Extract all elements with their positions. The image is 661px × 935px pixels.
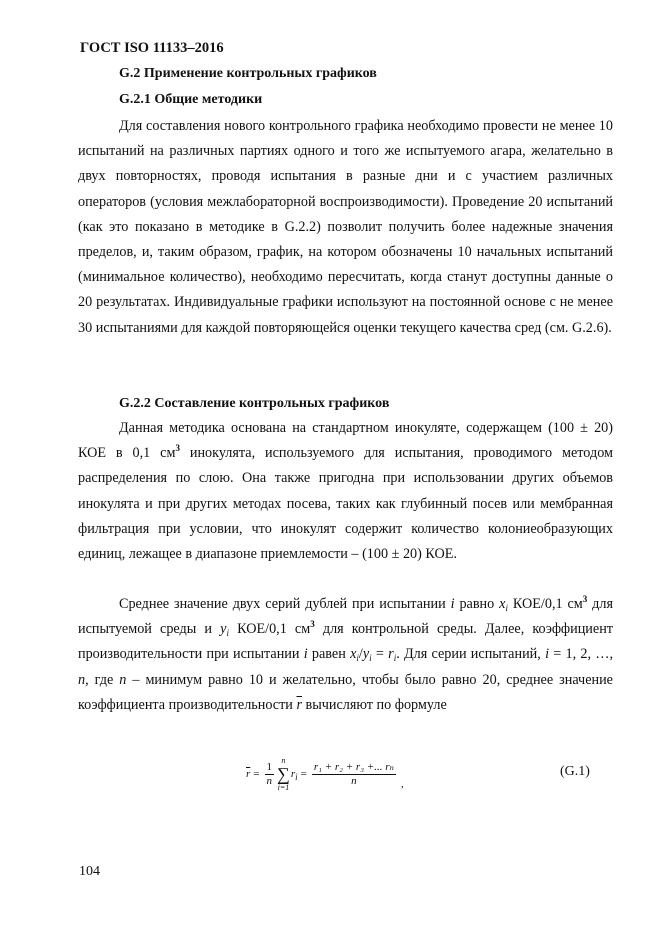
formula-equals: = bbox=[253, 768, 260, 780]
standard-header: ГОСТ ISO 11133–2016 bbox=[80, 40, 224, 56]
formula-sum: n ∑ i=1 bbox=[277, 756, 290, 792]
formula-lhs: $\overline{r}$ bbox=[246, 768, 251, 780]
page-number: 104 bbox=[79, 864, 100, 879]
formula-fraction-one-over-n: $\frac{1}{n}$ bbox=[266, 760, 272, 787]
formula-comma: , bbox=[400, 778, 404, 790]
paragraph-productivity: Среднее значение двух серий дублей при испытании i равно $x_i$ КОЕ/0,1 $см^3$ для испытуемой среды и $y_i$ КОЕ/0,1 $см^3$ для контрольной среды. Далее, коэффициент производительности при испытании i равен $x_i/y_i = r_i$. Для серии испытаний, i = 1, 2, …, n, где n – минимум равно 10 и желательно, чтобы было равно 20, среднее значение коэффициента производительности $\overline{r}$ вычисляют по формуле bbox=[78, 594, 613, 713]
paragraph-inoculum: Данная методика основана на стандартном инокуляте, содержащем (100 ± 20) КОЕ в 0,1 $см^3$ инокулята, используемого для испытания, проводимого методом распределения по слою. Она также пригодна при использовании других объемов инокулята и при других методах посева, таких как глубинный посев или мембранная фильтрация при условии, что инокулят содержит количество колониеобразующих единиц, лежащее в диапазоне приемлемости – (100 ± 20) КОЕ. bbox=[78, 420, 613, 563]
subsection-title-construction: G.2.2 Составление контрольных графиков bbox=[119, 396, 390, 411]
equation-number: (G.1) bbox=[560, 764, 590, 779]
formula-fraction-sum-over-n: $\frac{\text{r₁ + r₂ + r₃ +... rₙ}}{n}$ bbox=[313, 760, 394, 787]
subsection-title-general: G.2.1 Общие методики bbox=[119, 92, 263, 107]
formula-equals-2: = bbox=[300, 768, 307, 780]
formula-mean-productivity bbox=[246, 752, 404, 796]
section-title: G.2 Применение контрольных графиков bbox=[119, 66, 377, 81]
paragraph-general-methods: Для составления нового контрольного графика необходимо провести не менее 10 испытаний на различных партиях одного и того же испытуемого агара, желательно в двух повторностях, проводя испытания в разные дни и с участием различных операторов (условия межлабораторной воспроизводимости). Проведение 20 испытаний (как это показано в методике в G.2.2) позволит получить более надежные значения пределов, и, таким образом, график, на котором обозначены 10 начальных испытаний (минимальное количество), необходимо пересчитать, когда станут доступны данные о 20 результатах. Индивидуальные графики используют на постоянной основе с не менее 30 испытаниями для каждой повторяющейся оценки текущего качества сред (см. G.2.6). bbox=[78, 118, 613, 336]
formula-term: $r_i$ bbox=[290, 768, 298, 782]
